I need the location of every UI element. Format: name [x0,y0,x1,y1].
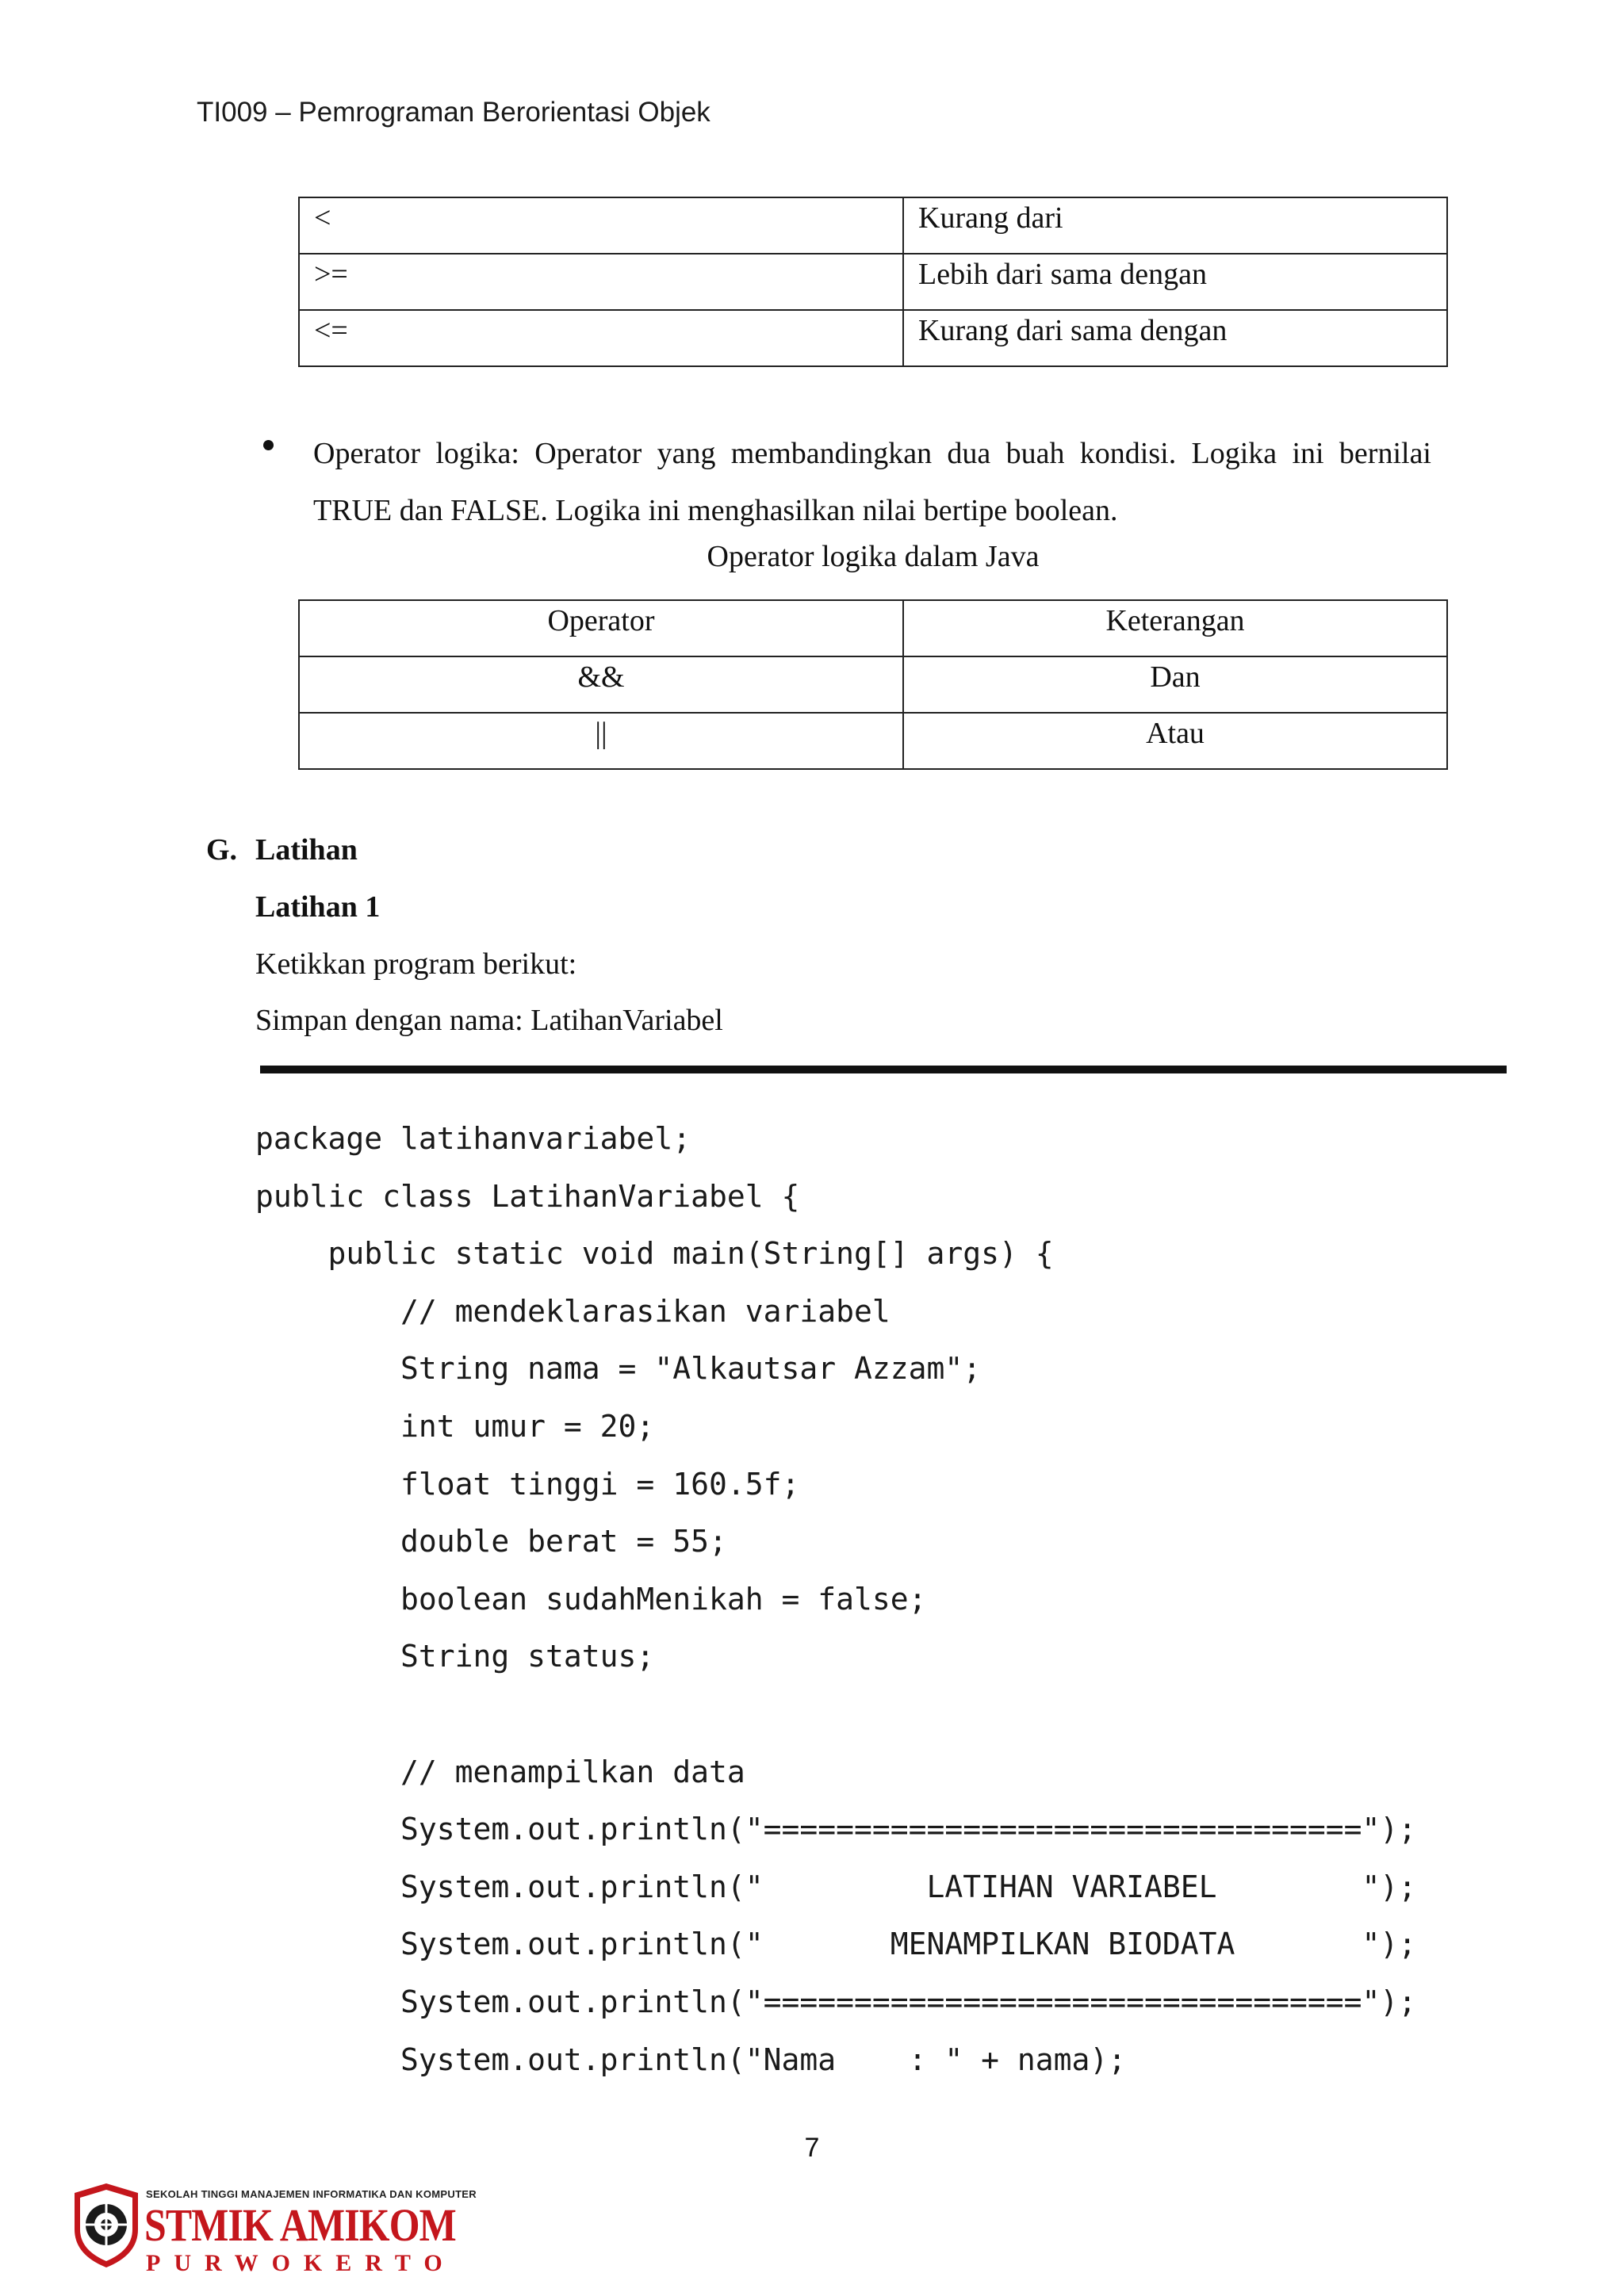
table-row [299,254,1447,310]
operator-cell: < [299,197,903,254]
relational-operator-table [298,197,1448,367]
table-row [299,713,1447,769]
code-line: float tinggi = 160.5f; [255,1466,800,1502]
column-header: Keterangan [903,600,1447,656]
description-cell: Atau [903,713,1447,769]
page-number: 7 [804,2133,820,2163]
code-line: // mendeklarasikan variabel [255,1293,891,1329]
operator-cell: <= [299,310,903,366]
logo-tagline: SEKOLAH TINGGI MANAJEMEN INFORMATIKA DAN KOMPUTER [146,2188,477,2200]
operator-cell: && [299,656,903,713]
description-cell: Lebih dari sama dengan [903,254,1447,310]
code-line: System.out.println(" LATIHAN VARIABEL "); [255,1869,1417,1904]
operator-cell: || [299,713,903,769]
code-line: package latihanvariabel; [255,1121,691,1156]
instruction-text: Ketikkan program berikut: [255,947,577,981]
section-letter: G. [206,833,238,867]
code-line: int umur = 20; [255,1408,655,1444]
description-cell: Kurang dari [903,197,1447,254]
logo-wordmark: STMIK AMIKOM [144,2199,456,2251]
logo-emblem-icon [70,2182,143,2269]
code-line: public static void main(String[] args) { [255,1236,1054,1272]
description-cell: Kurang dari sama dengan [903,310,1447,366]
page-header: TI009 – Pemrograman Berorientasi Objek [197,97,710,128]
table-row [299,656,1447,713]
code-line: boolean sudahMenikah = false; [255,1581,927,1617]
logic-operator-table [298,599,1448,770]
save-as-text: Simpan dengan nama: LatihanVariabel [255,1004,723,1037]
table-header-row [299,600,1447,656]
section-title: Latihan [255,833,358,867]
code-line: String nama = "Alkautsar Azzam"; [255,1351,982,1387]
code-line: System.out.println("Nama : " + nama); [255,2042,1127,2077]
code-line: // menampilkan data [255,1754,745,1789]
description-cell: Dan [903,656,1447,713]
code-block [255,1110,1416,2088]
code-line: System.out.println("================================="); [255,1984,1417,2019]
code-line: double berat = 55; [255,1524,727,1559]
exercise-title: Latihan 1 [255,890,381,924]
column-header: Operator [299,600,903,656]
table-row [299,310,1447,366]
bullet-icon [263,440,274,450]
code-line: System.out.println(" MENAMPILKAN BIODATA "); [255,1927,1417,1962]
logo-city: PURWOKERTO [146,2250,456,2276]
table-caption: Operator logika dalam Java [707,540,1040,573]
bullet-paragraph: Operator logika: Operator yang membandingkan dua buah kondisi. Logika ini bernilai TRUE dan FALSE. Logika ini menghasilkan nilai bertipe boolean. [313,437,1431,527]
operator-cell: >= [299,254,903,310]
table-row [299,197,1447,254]
code-line: System.out.println("================================="); [255,1812,1417,1847]
divider-rule [260,1066,1507,1073]
code-line: public class LatihanVariabel { [255,1178,800,1214]
code-line [255,1686,1416,1743]
code-line: String status; [255,1639,655,1674]
